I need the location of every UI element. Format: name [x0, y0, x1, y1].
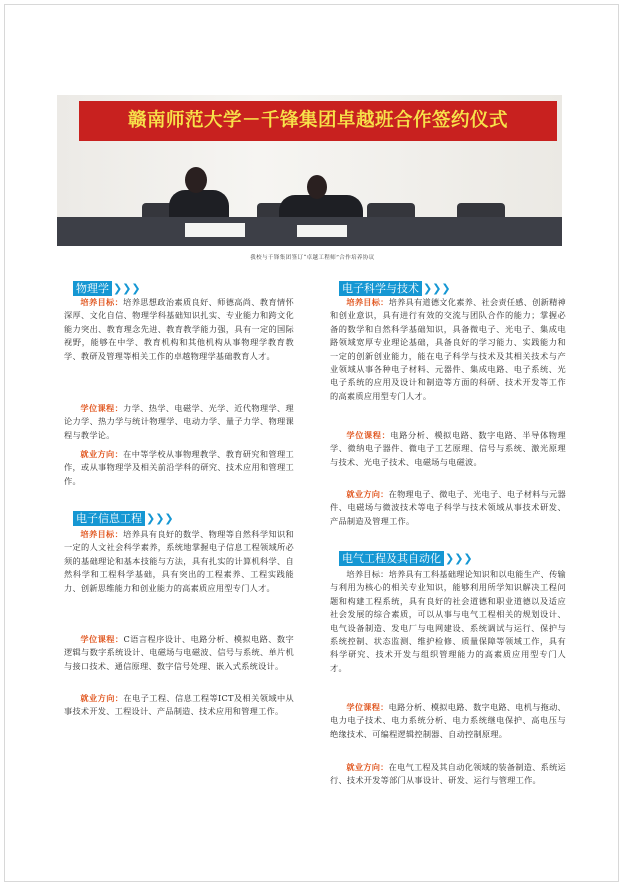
eit-goal: 培养目标：培养具有良好的数学、物理等自然科学知识和一定的人文社会科学素养，系统地掌握电子信息工程领域所必须的基础理论和基本技能与方法，具有扎实的计算机科学、自然科学和工程科学基础，具有突出的工程素养、工程实践能力、创新思维能力和创业能力的高素质应用型专门人才。: [64, 529, 294, 593]
section-title-ee: [339, 551, 473, 566]
section-title-est: [339, 281, 451, 296]
section-title-label: 电子科学与技术: [339, 281, 422, 296]
ceremony-banner: 赣南师范大学－千锋集团卓越班合作签约仪式: [79, 101, 557, 141]
physics-career: 就业方向：在中等学校从事物理教学、教育研究和管理工作，或从事物理学及相关前沿学科的研究、技术应用和管理工作。: [64, 449, 294, 486]
section-title-physics: [73, 281, 141, 296]
section-title-eit: [73, 511, 174, 526]
physics-goal: 培养目标：培养思想政治素质良好、师德高尚、教育情怀深厚、文化自信、物理学科基础知识扎实、专业能力和跨文化能力突出、教育理念先进、教育教学能力强，具有一定的国际视野，能够在中学、教育机构和其他机构从事物理学教育教学、教研及管理等相关工作的卓越物理学基础教育人才。: [64, 297, 294, 361]
signing-ceremony-photo: [57, 95, 562, 246]
chevron-right-icon: ❯❯❯: [113, 282, 141, 295]
ee-courses: 学位课程：电路分析、模拟电路、数字电路、电机与拖动、电力电子技术、电力系统分析、电力系统继电保护、高电压与绝缘技术、可编程逻辑控制器、自动控制原理。: [330, 702, 566, 739]
eit-courses: 学位课程：C语言程序设计、电路分析、模拟电路、数字逻辑与数字系统设计、电磁场与电磁波、信号与系统、单片机与接口技术、通信原理、数字信号处理、嵌入式系统设计。: [64, 634, 294, 671]
section-title-label: 电子信息工程: [73, 511, 145, 526]
est-goal: 培养目标：培养具有道德文化素养、社会责任感、创新精神和创业意识，具有进行有效的交流与团队合作的能力；掌握必备的数学和自然科学基础知识，具备微电子、光电子、集成电路领域宽厚专业理论基础，具备良好的学习能力、实践能力和一定的创新创业能力，能在电子科学与技术及其相关技术与产业领域从事各种电子材料、元器件、集成电路、电子系统、光电子系统的应用及设计和制造等方面的科研、技术开发等工作的高素质应用型专门人才。: [330, 297, 566, 401]
physics-courses: 学位课程：力学、热学、电磁学、光学、近代物理学、理论力学、热力学与统计物理学、电动力学、量子力学、物理课程与教学论。: [64, 403, 294, 440]
chevron-right-icon: ❯❯❯: [146, 512, 174, 525]
ee-goal: 培养目标：培养具有工科基础理论知识和以电能生产、传输与利用为核心的相关专业知识，能够利用所学知识解决工程问题和构建工程系统，具有良好的社会道德和职业道德以及适应社会发展的综合素质，可以从事与电气工程相关的规划设计、电气设备制造、发电厂与电网建设、系统调试与运行、保护与系统控制、状态监测、维护检修、质量保障等领域工作，具有科学研究、技术开发与组织管理能力的高素质应用型专门人才。: [330, 569, 566, 673]
ee-career: 就业方向：在电气工程及其自动化领域的装备制造、系统运行、技术开发等部门从事设计、研发、运行与管理工作。: [330, 762, 566, 786]
photo-caption: 我校与千锋集团签订“卓越工程师”合作培养协议: [250, 255, 375, 261]
chevron-right-icon: ❯❯❯: [423, 282, 451, 295]
section-title-label: 物理学: [73, 281, 112, 296]
eit-career: 就业方向：在电子工程、信息工程等ICT及相关领域中从事技术开发、工程设计、产品制造、技术应用和管理工作。: [64, 693, 294, 717]
chevron-right-icon: ❯❯❯: [445, 552, 473, 565]
est-career: 就业方向：在物理电子、微电子、光电子、电子材料与元器件、电磁场与微波技术等电子科学与技术领域从事技术研发、产品制造及管理工作。: [330, 489, 566, 526]
section-title-label: 电气工程及其自动化: [339, 551, 444, 566]
est-courses: 学位课程：电路分析、模拟电路、数字电路、半导体物理学、微纳电子器件、微电子工艺原理、信号与系统、激光原理与技术、光电子技术、电磁场与电磁波。: [330, 430, 566, 467]
